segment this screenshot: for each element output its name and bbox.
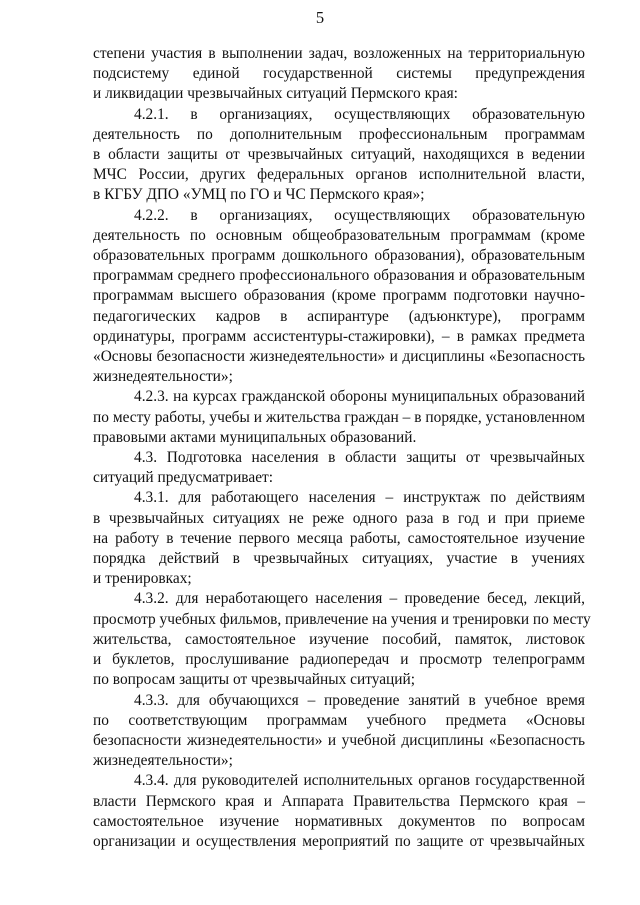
text-line: 4.3. Подготовка населения в области защиты от чрезвычайных [134,449,585,467]
text-line: подсистему единой государственной системы предупреждения [93,65,585,83]
page-number: 5 [315,8,325,27]
paragraph-4-3-4 [93,771,585,852]
text-line: 4.2.3. на курсах гражданской обороны муниципальных образований [134,388,585,406]
text-line: программам среднего профессионального образования и образовательным [93,267,585,285]
paragraph-4-2-2 [93,206,585,388]
text-line: и ликвидации чрезвычайных ситуаций Пермского края: [93,85,458,103]
text-line: «Основы безопасности жизнедеятельности» и дисциплины «Безопасность [93,348,585,366]
paragraph-4-3-1 [93,488,585,589]
text-line: и тренировках; [93,570,192,588]
text-line: в чрезвычайных ситуациях не реже одного раза в год и при приеме [93,509,585,527]
text-line: безопасности жизнедеятельности» и учебной дисциплины «Безопасность [93,731,585,749]
text-line: программам высшего образования (кроме программ подготовки научно- [93,287,585,305]
paragraph-4-2-3 [93,387,585,448]
text-line: 4.3.1. для работающего населения – инструктаж по действиям [134,489,585,507]
text-line: образовательных программ дошкольного образования), образовательным [93,247,585,265]
text-line: 4.3.2. для неработающего населения – проведение бесед, лекций, [134,590,585,608]
text-line: на работу в течение первого месяца работы, самостоятельное изучение [93,529,585,547]
text-line: МЧС России, других федеральных органов исполнительной власти, [93,166,585,184]
text-line: по месту работы, учебы и жительства граждан – в порядке, установленном [93,408,585,426]
text-line: деятельность по основным общеобразовательным программам (кроме [93,226,585,244]
text-line: самостоятельное изучение нормативных документов по вопросам [93,812,585,830]
text-line: по вопросам защиты от чрезвычайных ситуаций; [93,671,416,689]
text-line: и буклетов, прослушивание радиопередач и просмотр телепрограмм [93,651,585,669]
text-line: деятельность по дополнительным профессиональным программам [93,125,585,143]
text-line: по соответствующим программам учебного предмета «Основы [93,711,585,729]
text-line: просмотр учебных фильмов, привлечение на учения и тренировки по месту [93,610,591,628]
text-line: степени участия в выполнении задач, возложенных на территориальную [93,45,585,62]
text-line: правовыми актами муниципальных образований. [93,428,417,446]
paragraph-4-2-1 [93,105,585,206]
paragraph-4-3-2 [93,589,591,690]
paragraph-intro-continuation [93,44,585,105]
text-line: ординатуры, программ ассистентуры-стажировки), – в рамках предмета [93,327,585,345]
text-line: жительства, самостоятельное изучение пособий, памяток, листовок [93,630,585,648]
paragraph-4-3-3 [93,691,585,772]
document-body [93,44,591,852]
text-line: организации и осуществления мероприятий по защите от чрезвычайных [93,832,585,850]
text-line: ситуаций предусматривает: [93,469,274,487]
text-line: порядка действий в чрезвычайных ситуациях, участие в учениях [93,550,585,568]
text-line: 4.2.1. в организациях, осуществляющих образовательную [134,105,585,123]
text-line: 4.3.4. для руководителей исполнительных органов государственной [134,772,585,790]
paragraph-4-3 [93,448,585,488]
text-line: жизнедеятельности»; [93,368,233,386]
text-line: жизнедеятельности»; [93,752,233,770]
text-line: педагогических кадров в аспирантуре (адъюнктуре), программ [93,307,585,325]
text-line: в КГБУ ДПО «УМЦ по ГО и ЧС Пермского края»; [93,186,425,204]
text-line: 4.3.3. для обучающихся – проведение занятий в учебное время [134,691,585,709]
text-line: власти Пермского края и Аппарата Правительства Пермского края – [93,792,585,810]
text-line: 4.2.2. в организациях, осуществляющих образовательную [134,206,585,224]
text-line: в области защиты от чрезвычайных ситуаций, находящихся в ведении [93,146,585,164]
